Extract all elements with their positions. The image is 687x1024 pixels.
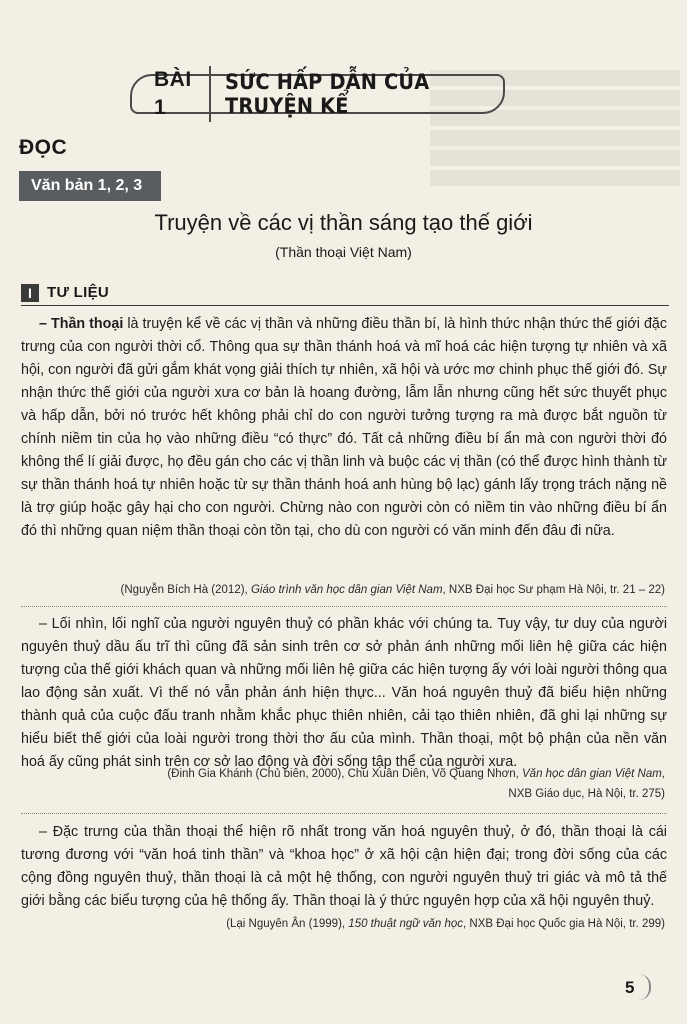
citation-2-book: Văn học dân gian Việt Nam (522, 768, 662, 780)
citation-2-publisher: NXB Giáo dục, Hà Nội, tr. 275) (508, 788, 665, 800)
citation-3-publisher: , NXB Đại học Quốc gia Hà Nội, tr. 299) (463, 918, 665, 930)
citation-2-comma: , (661, 768, 665, 780)
citation-2-authors: (Đinh Gia Khánh (Chủ biên, 2000), Chu Xuân Diên, Võ Quang Nhơn, (167, 768, 522, 780)
lesson-number: BÀI 1 (154, 66, 211, 122)
citation-3-book: 150 thuật ngữ văn học (348, 918, 464, 930)
paragraph-3 (21, 821, 667, 913)
citation-1-author: (Nguyễn Bích Hà (2012), (120, 584, 251, 596)
section-badge: I (21, 284, 39, 302)
paragraph-3-text: – Đặc trưng của thần thoại thể hiện rõ nhất trong văn hoá nguyên thuỷ, ở đó, thần thoại là cái tương đương với “văn hoá tinh thần” và “khoa học” ở xã hội cận hiện đại; trong đời sống của các cộng đồng nguyên thuỷ, thần thoại là cả một hệ thống, con người nguyên thuỷ tri giác và mô tả thế giới bằng các biểu tượng của hệ thống ấy. Thần thoại là ý thức nguyên hợp của xã hội nguyên thuỷ. (21, 824, 667, 909)
section-header (21, 283, 669, 306)
citation-3-author: (Lại Nguyên Ân (1999), (226, 918, 349, 930)
lesson-header (130, 68, 505, 119)
paragraph-2-text: – Lối nhìn, lối nghĩ của người nguyên thuỷ có phần khác với chúng ta. Tuy vậy, tư duy của người nguyên thuỷ dầu ấu trĩ thì cũng đã sản sinh trên cơ sở phản ánh những mối liên hệ giữa các hiện tượng của thế giới khách quan và những mối liên hệ giữa các hiện tượng ấy với loài người thông qua lao động sản xuất. Vì thế nó vẫn phản ánh hiện thực... Văn hoá nguyên thuỷ đã biểu hiện những thành quả của cuộc đấu tranh nhằm khắc phục thiên nhiên, cải tạo thiên nhiên, đã ghi lại những sự hiểu biết thế giới của loài người trong thời thơ ấu của mình. Thần thoại, một bộ phận của nền văn hoá ấy cũng phát sinh trên cơ sở lao động và đời sống tập thể của người xưa. (21, 616, 667, 770)
paragraph-1 (21, 313, 667, 543)
lesson-title: SỨC HẤP DẪN CỦA TRUYỆN KỂ (225, 70, 430, 118)
document-subtitle: (Thần thoại Việt Nam) (275, 244, 412, 260)
citation-1-book: Giáo trình văn học dân gian Việt Nam (250, 584, 443, 596)
section-label: TƯ LIỆU (47, 284, 110, 301)
citation-1 (25, 580, 665, 600)
section-heading-read: ĐỌC (19, 136, 68, 159)
paragraph-2 (21, 613, 667, 774)
page-number (625, 978, 634, 998)
document-title: Truyện về các vị thần sáng tạo thế giới (154, 210, 533, 235)
page-number-bracket (639, 974, 651, 1000)
citation-1-publisher: , NXB Đại học Sư phạm Hà Nội, tr. 21 – 22) (442, 584, 665, 596)
divider (21, 813, 667, 814)
paragraph-1-text: là truyện kể về các vị thần và những điều thần bí, là hình thức nhận thức thế giới đặc trưng của con người thời cổ. Thông qua sự thần thánh hoá và mĩ hoá các hiện tượng tự nhiên và xã hội, con người đã gửi gắm khát vọng giải thích tự nhiên, xã hội và ước mơ chinh phục thế giới đó. Sự nhận thức thế giới của người xưa cơ bản là hoang đường, lẫm lẫn nhưng cũng hết sức thuyết phục và hấp dẫn, bởi nó trước hết không phải chỉ do con người tưởng tượng ra mà được bắt nguồn từ chính niềm tin của họ vào những điều “có thực” đó. Tất cả những điều bí ẩn mà con người thời đó không thể lí giải được, họ đều gán cho các vị thần linh và buộc các vị thần (có thể được hình thành từ sự thần thánh hoá tự nhiên hoặc từ sự thần thánh hoá anh hùng bộ lạc) gánh lấy trọng trách nặng nề là trợ giúp hoặc gây hại cho con người. Chừng nào con người còn có niềm tin vào những điều bí ẩn đó thì những quan niệm thần thoại còn tồn tại, cho dù con người có văn minh đến đâu đi nữa. (21, 316, 668, 539)
citation-3 (25, 914, 665, 934)
text-tag: Văn bản 1, 2, 3 (19, 171, 161, 201)
paragraph-1-term: Thần thoại (50, 316, 124, 332)
divider (21, 606, 667, 607)
page-number-value: 5 (625, 978, 635, 997)
citation-2 (25, 764, 665, 804)
paragraph-1-dash: – (39, 316, 51, 332)
